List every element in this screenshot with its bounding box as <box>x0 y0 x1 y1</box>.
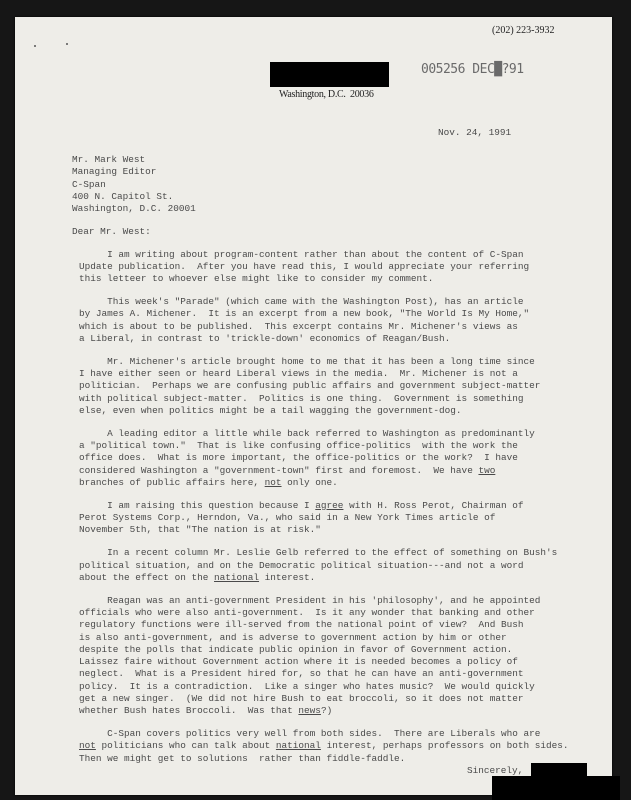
text-line <box>79 333 612 345</box>
text-line <box>79 261 612 273</box>
text-line <box>79 296 612 308</box>
text-segment: I am writing about program-content rather than about the content of C-Span <box>79 248 524 260</box>
text-segment: I am raising this question because I <box>79 499 316 511</box>
text-segment: neglect. What is a President hired for, so that he can have an anti-government <box>79 668 524 680</box>
text-segment: ?) <box>320 705 333 717</box>
paragraph <box>79 547 612 584</box>
text-segment: This week's "Parade" (which came with the Washington Post), has an article <box>79 296 524 308</box>
underlined-text: news <box>298 705 321 717</box>
letterhead-city: Washington, D.C. 20036 <box>279 89 374 100</box>
text-line <box>79 681 612 693</box>
text-line <box>79 273 612 285</box>
text-line <box>79 512 612 524</box>
letterhead-phone: (202) 223-3932 <box>492 25 555 36</box>
text-segment: with H. Ross Perot, Chairman of <box>343 499 524 511</box>
letter-body <box>72 154 612 777</box>
text-line <box>79 560 612 572</box>
text-segment: is also anti-government, and is adverse to government action by him or other <box>79 631 507 643</box>
letter-date: Nov. 24, 1991 <box>438 127 512 138</box>
text-line <box>79 572 612 584</box>
address-line: Washington, D.C. 20001 <box>72 203 196 215</box>
text-segment: A leading editor a little while back referred to Washington as predominantly <box>79 427 535 439</box>
text-segment: whether Bush hates Broccoli. Was that <box>79 705 299 717</box>
recipient-address <box>72 154 612 215</box>
text-segment: Update publication. After you have read this, I would appreciate your referring <box>79 261 530 273</box>
text-line <box>79 356 612 368</box>
text-line <box>79 607 612 619</box>
text-line <box>79 452 612 464</box>
text-segment: branches of public affairs here, <box>79 477 265 489</box>
text-segment: only one. <box>281 477 338 489</box>
text-line <box>79 644 612 656</box>
text-segment: I have either seen or heard Liberal views in the media. Mr. Michener is not a <box>79 368 518 380</box>
redacted-letterhead-name <box>270 62 389 87</box>
text-segment: November 5th, that "The nation is at risk." <box>79 524 321 536</box>
text-segment: about the effect on the <box>79 571 215 583</box>
paragraph <box>79 296 612 345</box>
address-line: Mr. Mark West <box>72 154 146 165</box>
address-line: C-Span <box>72 178 106 190</box>
paragraph <box>79 728 612 765</box>
text-segment: interest, perhaps professors on both sides. <box>320 740 569 752</box>
text-line <box>79 705 612 717</box>
text-line <box>79 693 612 705</box>
text-segment: regulatory functions were ill-served from the national point of view? And Bush <box>79 619 524 631</box>
text-segment: policy. It is a contradiction. Like a singer who hates music? We would quickly <box>79 680 535 692</box>
underlined-text: agree <box>315 499 344 511</box>
text-line <box>79 632 612 644</box>
text-line <box>79 668 612 680</box>
text-segment: Laissez faire without Government action where it is needed becomes a policy of <box>79 656 518 668</box>
text-line <box>79 465 612 477</box>
speck <box>66 43 68 45</box>
text-line <box>79 477 612 489</box>
text-segment: Then we might get to solutions rather than fiddle-faddle. <box>79 752 406 764</box>
paragraph <box>79 249 612 286</box>
text-segment: politician. Perhaps we are confusing public affairs and government subject-matter <box>79 380 541 392</box>
address-line: 400 N. Capitol St. <box>72 190 174 202</box>
paragraph <box>79 356 612 417</box>
underlined-text: not <box>79 740 96 752</box>
text-segment: Perot Systems Corp., Herndon, Va., who said in a New York Times article of <box>79 512 496 524</box>
text-line <box>79 321 612 333</box>
text-line <box>79 440 612 452</box>
text-segment: C-Span covers politics very well from both sides. There are Liberals who are <box>79 728 541 740</box>
underlined-text: not <box>264 477 282 489</box>
text-segment: interest. <box>259 571 316 583</box>
text-segment: despite the polls that indicate public opinion in favor of Government action. <box>79 643 513 655</box>
text-line <box>79 308 612 320</box>
text-line <box>79 656 612 668</box>
underlined-text: two <box>478 464 496 476</box>
text-segment: office does. What is more important, the office-politics or the work? I have <box>79 452 518 464</box>
text-segment: political situation, and on the Democratic political situation---and not a word <box>79 559 524 571</box>
paragraph <box>79 500 612 537</box>
closing: Sincerely, <box>467 764 524 776</box>
text-segment: a Liberal, in contrast to 'trickle-down' economics of Reagan/Bush. <box>79 333 451 345</box>
text-line <box>79 740 612 752</box>
text-line <box>79 595 612 607</box>
text-line <box>79 405 612 417</box>
underlined-text: national <box>214 571 260 583</box>
text-segment: by James A. Michener. It is an excerpt from a new book, "The World Is My Home," <box>79 308 530 320</box>
text-line <box>79 249 612 261</box>
text-line <box>79 368 612 380</box>
text-segment: with political subject-matter. Politics is one thing. Government is something <box>79 392 524 404</box>
text-line <box>79 428 612 440</box>
redacted-signature-block <box>492 776 620 800</box>
text-segment: officials who were also anti-government. Is it any wonder that banking and other <box>79 606 535 618</box>
text-segment: get a new singer. (We did not hire Bush to eat broccoli, so it does not matter <box>79 692 524 704</box>
text-line <box>79 380 612 392</box>
text-line <box>79 728 612 740</box>
text-segment: Reagan was an anti-government President in his 'philosophy', and he appointed <box>79 594 541 606</box>
address-line: Managing Editor <box>72 166 157 178</box>
text-line <box>79 500 612 512</box>
text-segment: else, even when politics might be a tail wagging the government-dog. <box>79 405 462 417</box>
text-line <box>79 619 612 631</box>
text-line <box>79 547 612 559</box>
underlined-text: national <box>275 740 321 752</box>
text-segment: this letteer to whoever else might like to consider my comment. <box>79 273 434 285</box>
received-stamp: 005256 DEC█?91 <box>421 62 524 77</box>
text-segment: which is about to be published. This excerpt contains Mr. Michener's views as <box>79 320 518 332</box>
paragraph <box>79 595 612 718</box>
text-segment: a "political town." That is like confusing office-politics with the work the <box>79 440 518 452</box>
text-line <box>79 393 612 405</box>
paragraph <box>79 428 612 489</box>
text-segment: In a recent column Mr. Leslie Gelb referred to the effect of something on Bush's <box>79 547 558 559</box>
text-segment: Mr. Michener's article brought home to me that it has been a long time since <box>79 355 535 367</box>
text-line <box>79 524 612 536</box>
text-segment: politicians who can talk about <box>95 740 276 752</box>
speck <box>34 45 36 47</box>
text-segment: considered Washington a "government-town" first and foremost. We have <box>79 464 479 476</box>
salutation: Dear Mr. West: <box>72 225 151 237</box>
